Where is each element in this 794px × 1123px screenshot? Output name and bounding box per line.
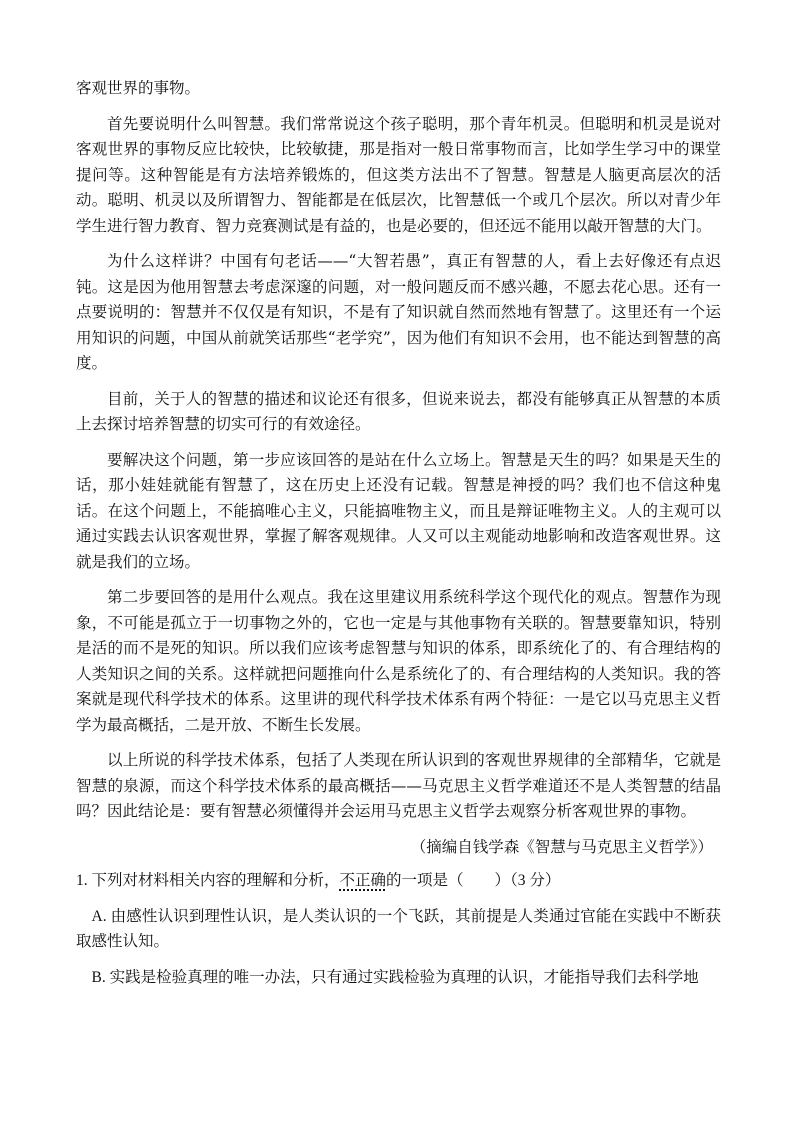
article-paragraph-step-one: 要解决这个问题，第一步应该回答的是站在什么立场上。智慧是天生的吗？如果是天生的话，那小娃娃就能有智慧了，这在历史上还没有记载。智慧是神授的吗？我们也不信这种鬼话。在这个问题上，不能搞唯心主义，只能搞唯物主义，而且是辩证唯物主义。人的主观可以通过实践去认识客观世界，掌握了解客观规律。人又可以主观能动地影响和改造客观世界。这就是我们的立场。 [76, 450, 721, 571]
article-paragraph-conclusion: 以上所说的科学技术体系，包括了人类现在所认识到的客观世界规律的全部精华，它就是智慧的泉源，而这个科学技术体系的最高概括——马克思主义哲学难道还不是人类智慧的结晶吗？因此结论是：要有智慧必须懂得并会运用马克思主义哲学去观察分析客观世界的事物。 [76, 751, 721, 820]
article-paragraph-definition: 首先要说明什么叫智慧。我们常常说这个孩子聪明，那个青年机灵。但聪明和机灵是说对客观世界的事物反应比较快，比较敏捷，那是指对一般日常事物而言，比如学生学习中的课堂提问等。这种智能是有方法培养锻炼的，但这类方法出不了智慧。智慧是人脑更高层次的活动。聪明、机灵以及所谓智力、智能都是在低层次，比智慧低一个或几个层次。所以对青少年学生进行智力教育、智力竞赛测试是有益的，也是必要的，但还远不能用以敲开智慧的大门。 [76, 114, 721, 235]
option-b: B. 实践是检验真理的唯一办法，只有通过实践检验为真理的认识，才能指导我们去科学地 [91, 968, 699, 986]
article-paragraph-why: 为什么这样讲？中国有句老话——“大智若愚”，真正有智慧的人，看上去好像还有点迟钝。这是因为他用智慧去考虑深邃的问题，对一般问题反而不感兴趣，不愿去花心思。还有一点要说明的：智慧并不仅仅是有知识，不是有了知识就自然而然地有智慧了。这里还有一个运用知识的问题，中国从前就笑话那些“老学究”，因为他们有知识不会用，也不能达到智慧的高度。 [76, 252, 721, 372]
question-text-before: 1. 下列对材料相关内容的理解和分析， [76, 872, 340, 889]
article-source: （摘编自钱学森《智慧与马克思主义哲学》） [410, 837, 713, 856]
article-paragraph-continuation: 客观世界的事物。 [76, 79, 201, 97]
article-paragraph-step-two: 第二步要回答的是用什么观点。我在这里建议用系统科学这个现代化的观点。智慧作为现象，不可能是孤立于一切事物之外的，它也一定是与其他事物有关联的。智慧要靠知识，特别是活的而不是死的知识。所以我们应该考虑智慧与知识的体系，即系统化了的、有合理结构的人类知识之间的关系。这样就把问题推向什么是系统化了的、有合理结构的人类知识。我的答案就是现代科学技术的体系。这里讲的现代科学技术体系有两个特征：一是它以马克思主义哲学为最高概括，二是开放、不断生长发展。 [76, 588, 721, 734]
document-page [76, 76, 721, 1000]
question-1 [76, 868, 721, 894]
question-text-after: 的一项是（ ）（3 分） [386, 872, 561, 889]
article-paragraph-current-state: 目前，关于人的智慧的描述和议论还有很多，但说来说去，都没有能够真正从智慧的本质上去探讨培养智慧的切实可行的有效途径。 [76, 389, 721, 433]
question-emphasis: 不正确 [339, 872, 387, 889]
option-a: A. 由感性认识到理性认识，是人类认识的一个飞跃，其前提是人类通过官能在实践中不断获取感性认知。 [76, 907, 721, 950]
